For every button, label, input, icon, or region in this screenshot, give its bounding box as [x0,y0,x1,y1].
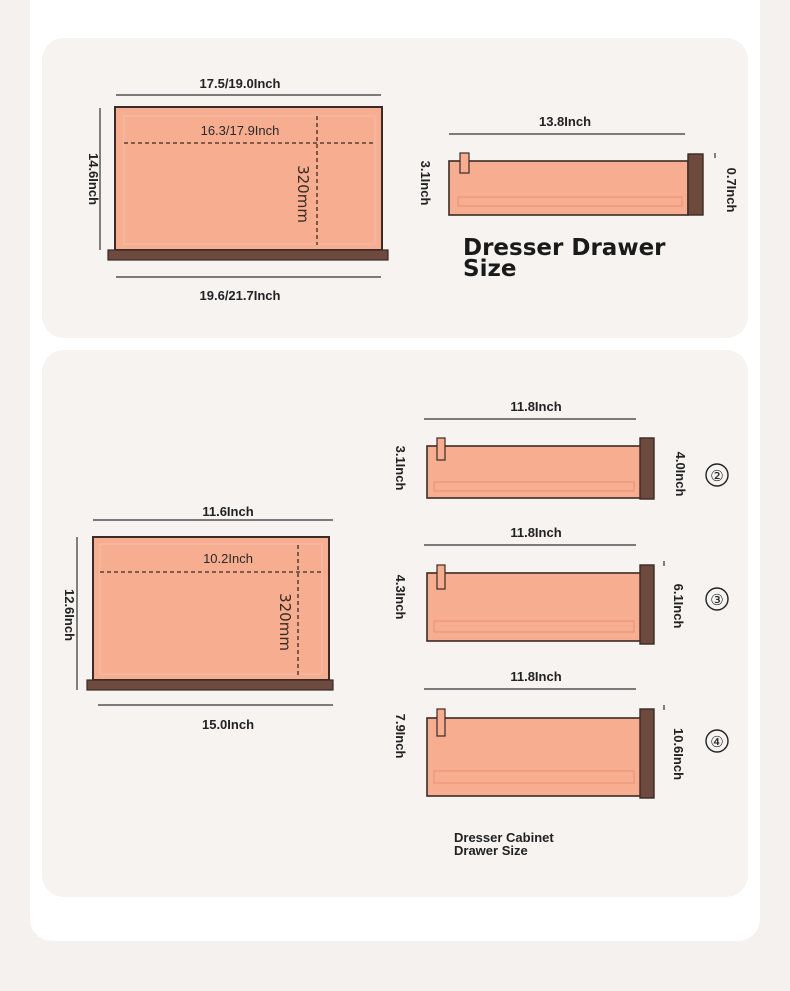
drawer-2-outer-height-label: 4.0Inch [673,451,688,497]
drawer-4-outer-height-label: 10.6Inch [671,727,686,781]
drawer-4-body [427,718,641,796]
drawer-2-body [427,446,641,498]
drawer-2-length-label: 11.8Inch [510,399,562,414]
cabinet-title-line1: Dresser Cabinet [454,830,554,845]
drawer-4-length-label: 11.8Inch [510,669,562,684]
cabinet-title-line2: Drawer Size [454,843,528,858]
drawer-3-marker: ③ [710,591,724,609]
cabinet-drawer-4 [393,669,728,798]
dresser-height-label: 14.6Inch [86,152,101,206]
cabinet-bottom-width-label: 15.0Inch [201,717,255,732]
dresser-inner-width-label: 16.3/17.9Inch [200,123,280,138]
dresser-side-drawer [449,161,688,215]
dresser-side-view [418,114,739,282]
drawer-back-tab [437,709,445,736]
drawer-back-tab [437,565,445,589]
drawer-3-outer-height-label: 6.1Inch [671,583,686,629]
drawer-front-panel [640,565,654,644]
dresser-title-line2: Size [463,256,517,282]
cabinet-drawer-3 [393,525,728,644]
dresser-bottom-width-label: 19.6/21.7Inch [199,288,281,303]
drawer-2-inner-height-label: 3.1Inch [393,445,408,491]
dresser-side-height-label: 3.1Inch [418,160,433,206]
cabinet-base-board [87,680,333,690]
drawer-front-panel [640,438,654,499]
dresser-depth-label: 320mm [294,165,312,223]
dresser-title-line1: Dresser Drawer [463,235,666,261]
drawer-4-marker: ④ [710,733,724,751]
cabinet-top-width-label: 11.6Inch [202,504,254,519]
cabinet-front-view [62,504,333,732]
drawer-4-inner-height-label: 7.9Inch [393,713,408,759]
cabinet-drawer-2 [393,399,728,499]
cabinet-depth-label: 320mm [276,593,294,651]
drawer-back-tab [460,153,469,173]
drawer-2-marker: ② [710,467,724,485]
dresser-front-thickness-label: 0.7Inch [724,167,739,213]
cabinet-inner-width-label: 10.2Inch [203,551,253,566]
drawer-back-tab [437,438,445,460]
dresser-front-view [86,76,388,303]
cabinet-height-label: 12.6Inch [62,588,77,642]
drawer-3-inner-height-label: 4.3Inch [393,574,408,620]
drawer-3-body [427,573,641,641]
dresser-base-board [108,250,388,260]
dresser-side-length-label: 13.8Inch [538,114,592,129]
drawer-front-panel [640,709,654,798]
drawer-front-panel [688,154,703,215]
dresser-top-width-label: 17.5/19.0Inch [199,76,281,91]
drawer-3-length-label: 11.8Inch [510,525,562,540]
